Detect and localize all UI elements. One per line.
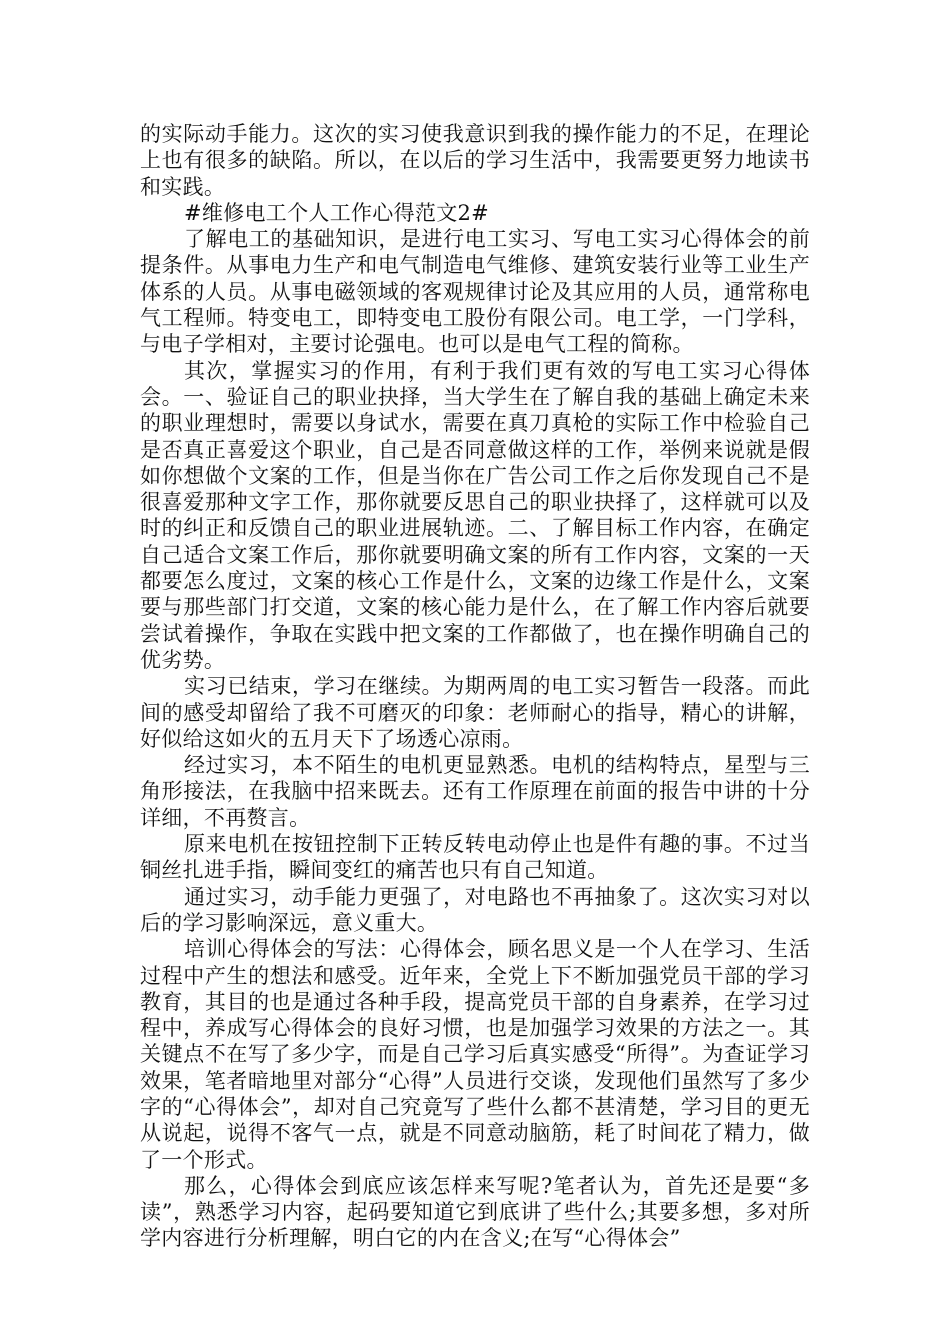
section-heading: #维修电工个人工作心得范文2# [184, 200, 490, 225]
paragraph-skills-improved: 通过实习，动手能力更强了，对电路也不再抽象了。这次实习对以后的学习影响深远，意义重大。 [140, 884, 810, 935]
paragraph-motor-familiar: 经过实习，本不陌生的电机更显熟悉。电机的结构特点，星型与三角形接法，在我脑中招来既去。还有工作原理在前面的报告中讲的十分详细，不再赘言。 [140, 753, 810, 830]
paragraph-continuation: 的实际动手能力。这次的实习使我意识到我的操作能力的不足，在理论上也有很多的缺陷。所以，在以后的学习生活中，我需要更努力地读书和实践。 [140, 122, 810, 199]
document-body [140, 121, 810, 1252]
paragraph-internship-role: 其次，掌握实习的作用，有利于我们更有效的写电工实习心得体会。一、验证自己的职业抉择，当大学生在了解自我的基础上确定未来的职业理想时，需要以身试水，需要在真刀真枪的实际工作中检验自己是否真正喜爱这个职业，自己是否同意做这样的工作，举例来说就是假如你想做个文案的工作，但是当你在广告公司工作之后你发现自己不是很喜爱那种文字工作，那你就要反思自己的职业抉择了，这样就可以及时的纠正和反馈自己的职业进展轨迹。二、了解目标工作内容，在确定自己适合文案工作后，那你就要明确文案的所有工作内容，文案的一天都要怎么度过，文案的核心工作是什么，文案的边缘工作是什么，文案要与那些部门打交道，文案的核心能力是什么，在了解工作内容后就要尝试着操作，争取在实践中把文案的工作都做了，也在操作明确自己的优劣势。 [140, 358, 810, 672]
paragraph-training-writing: 培训心得体会的写法：心得体会，顾名思义是一个人在学习、生活过程中产生的想法和感受。近年来，全党上下不断加强党员干部的学习教育，其目的也是通过各种手段，提高党员干部的自身素养，在学习过程中，养成写心得体会的良好习惯，也是加强学习效果的方法之一。其关键点不在写了多少字，而是自己学习后真实感受“所得”。为查证学习效果，笔者暗地里对部分“心得”人员进行交谈，发现他们虽然写了多少字的“心得体会”，却对自己究竟写了些什么都不甚清楚，学习目的更无从说起，说得不客气一点，就是不同意动脑筋，耗了时间花了精力，做了一个形式。 [140, 937, 810, 1172]
paragraph-electrician-basics: 了解电工的基础知识，是进行电工实习、写电工实习心得体会的前提条件。从事电力生产和电气制造电气维修、建筑安装行业等工业生产体系的人员。从事电磁领域的客观规律讨论及其应用的人员，通常称电气工程师。特变电工，即特变电工股份有限公司。电工学，一门学科，与电子学相对，主要讨论强电。也可以是电气工程的简称。 [140, 227, 810, 357]
paragraph-internship-ended: 实习已结束，学习在继续。为期两周的电工实习暂告一段落。而此间的感受却留给了我不可磨灭的印象：老师耐心的指导，精心的讲解，好似给这如火的五月天下了场透心凉雨。 [140, 674, 810, 751]
paragraph-motor-control: 原来电机在按钮控制下正转反转电动停止也是件有趣的事。不过当铜丝扎进手指，瞬间变红的痛苦也只有自己知道。 [140, 832, 810, 883]
paragraph-how-to-write: 那么，心得体会到底应该怎样来写呢?笔者认为，首先还是要“多读”，熟悉学习内容，起码要知道它到底讲了些什么;其要多想，多对所学内容进行分析理解，明白它的内在含义;在写“心得体会” [140, 1173, 810, 1251]
